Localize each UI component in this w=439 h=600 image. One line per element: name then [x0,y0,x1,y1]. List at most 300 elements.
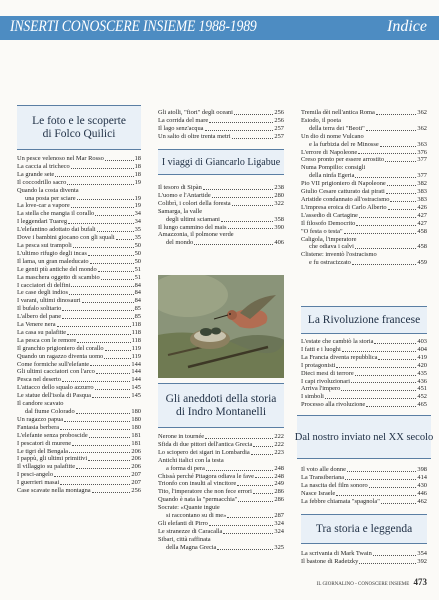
toc-entry-page: 180 [131,415,141,423]
toc-entry [17,337,141,345]
hummingbird-photo [158,275,284,378]
toc-entry [301,141,427,149]
toc-entry-page: 430 [417,481,427,489]
toc-entry-page: 257 [274,124,284,132]
toc-entry-title: L'estate che cambiò la storia [301,338,374,345]
toc-entry-title: La nascita del film sonoro [301,481,368,489]
toc-entry-page: 207 [131,479,141,487]
toc-entry-page: 451 [417,385,427,393]
toc-entry-page: 383 [417,195,427,203]
toc-leader-dots [355,375,417,376]
section-indro-montanelli [158,383,284,428]
section-giancarlo-ligabue [158,149,284,175]
toc-entry-page: 50 [134,249,141,257]
toc-entry-title: Gli elefanti di Pirro [158,519,208,527]
toc-leader-dots [101,279,134,280]
toc-entry-title: dal fiume Colorado [25,408,75,415]
toc-entry [301,149,427,157]
toc-entry [301,236,427,244]
toc-entry [301,550,427,558]
toc-entry-title: Esiodo, il poeta [301,116,341,124]
toc-entry-title: che odiava i calvi [309,243,354,251]
toc-entry [17,282,141,290]
toc-entry-title: I cacciatori di delfini [17,281,71,289]
toc-entry-title: I simboli [301,393,324,401]
page-footer [317,577,427,587]
toc-entry-title: La grande sete [17,170,55,178]
toc-entry-title: Chissà perché Pitagora odiava le fave [158,472,254,480]
toc-entry-page: 85 [134,313,141,321]
toc-entry [301,133,427,141]
toc-entry [17,384,141,392]
toc-leader-dots [98,271,134,272]
section-title-line: Dal nostro inviato nel XX secolo [294,431,434,443]
toc-leader-dots [359,217,417,218]
toc-entry-page: 324 [274,527,284,535]
toc-entry [158,528,284,536]
toc-entry-title: I leggendari Tuareg [17,218,68,226]
footer-label: IL GIORNALINO - CONOSCERE INSIEME [316,582,410,587]
section-title-line: Tra storia e leggenda [315,522,413,535]
toc-entry-page: 51 [134,273,141,281]
toc-entry [17,368,141,376]
toc-entry-title: Antichi italici con la testa [158,456,224,464]
entries-folco-continued [158,109,284,141]
entries-montanelli-continued [301,109,427,267]
toc-entry-title: Il granchio prigioniero del corallo [17,344,104,352]
toc-entry-title: Come formiche sull'elefante [17,360,90,368]
index-label: Indice [387,18,427,35]
toc-entry-page: 144 [131,376,141,384]
toc-leader-dots [72,445,130,446]
toc-entry-title: Case scavate nella montagna [17,487,91,495]
toc-entry-page: 257 [274,132,284,140]
section-title-line: Gli aneddoti della storia [165,392,277,405]
toc-entry-title: e la furbizia del re Minosse [309,140,379,148]
toc-leader-dots [55,176,133,177]
toc-entry-page: 50 [134,257,141,265]
toc-entry-title: Un pesce velenoso nel Mar Rosso [17,155,104,162]
toc-entry [17,179,141,187]
toc-entry-title: Il villaggio su palafitte [17,463,76,471]
toc-entry-title: Clistene: inventò l'ostracismo [301,251,377,259]
toc-leader-dots [223,533,273,534]
toc-leader-dots [69,294,134,295]
toc-leader-dots [77,199,134,200]
toc-entry [158,125,284,133]
toc-entry-title: I fatti e i luoghi [301,345,341,353]
toc-entry-page: 462 [417,497,427,505]
toc-entry-page: 248 [274,464,284,472]
toc-entry-title: Socrate: «Quante inguie [158,504,220,512]
toc-entry [158,239,284,247]
toc-entry [17,202,141,210]
toc-leader-dots [105,350,131,351]
toc-entry [17,266,141,274]
toc-entry [17,226,141,234]
toc-entry [301,490,427,498]
toc-entry [17,155,141,163]
toc-entry [158,117,284,125]
toc-entry [301,125,427,133]
toc-entry-page: 286 [274,496,284,504]
toc-entry-page: 145 [131,384,141,392]
section-title-line: I viaggi di Giancarlo Ligabue [161,156,281,168]
toc-entry [301,362,427,370]
toc-entry-title: Amazzonia, il polmone verde [158,231,234,239]
toc-entry [301,558,427,566]
toc-leader-dots [386,193,417,194]
toc-entry-page: 19 [134,194,141,202]
toc-entry-page: 383 [417,188,427,196]
toc-entry [17,321,141,329]
toc-entry [301,401,427,409]
toc-entry [17,289,141,297]
toc-entry-title: La Francia diventa repubblica [301,353,378,361]
toc-leader-dots [67,334,130,335]
toc-leader-dots [82,302,134,303]
toc-entry [17,171,141,179]
toc-entry-page: 84 [134,289,141,297]
toc-leader-dots [369,487,417,488]
toc-entry-page: 377 [417,156,427,164]
toc-leader-dots [345,479,416,480]
toc-entry-title: Giulio Cesare catturato dai pirati [301,188,385,196]
toc-leader-dots [95,389,131,390]
toc-entry [17,361,141,369]
toc-entry [17,432,141,440]
toc-entry-title: Gli ultimi cacciatori con l'arco [17,368,95,376]
toc-leader-dots [238,501,273,502]
toc-leader-dots [209,122,273,123]
toc-entry [17,329,141,337]
toc-entry-page: 458 [417,243,427,251]
toc-leader-dots [359,563,416,564]
toc-leader-dots [62,318,134,319]
toc-entry-page: 376 [417,148,427,156]
toc-entry [17,408,141,416]
toc-leader-dots [69,452,130,453]
toc-leader-dots [71,168,134,169]
entries-rivoluzione-francese [301,338,427,409]
toc-leader-dots [97,231,134,232]
toc-entry-title: Quando la costa diventa [17,186,79,194]
section-title-line: di Indro Montanelli [175,405,267,418]
toc-entry-page: 51 [134,265,141,273]
toc-entry [17,242,141,250]
toc-leader-dots [76,468,130,469]
toc-leader-dots [73,247,134,248]
toc-leader-dots [209,525,274,526]
toc-entry [301,212,427,220]
toc-leader-dots [194,244,273,245]
toc-leader-dots [92,492,131,493]
toc-entry-page: 144 [131,368,141,376]
toc-leader-dots [90,365,130,366]
toc-entry-title: L'elefante senza proboscide [17,431,88,439]
toc-entry-page: 35 [134,226,141,234]
toc-entry-page: 363 [417,140,427,148]
toc-entry [17,210,141,218]
header-bar [0,16,439,40]
toc-entry-title: si raccontano su di me» [166,512,227,520]
toc-entry-title: Tremila dèi nell'antica Roma [301,109,375,116]
toc-entry-page: 427 [417,211,427,219]
toc-entry-title: Colibrì, i colori della foresta [158,199,231,207]
toc-entry [158,512,284,520]
page-title: INSERTI CONOSCERE INSIEME 1988-1989 [10,18,257,35]
toc-entry-page: 180 [131,408,141,415]
toc-entry [301,251,427,259]
toc-entry [158,504,284,512]
toc-entry [17,234,141,242]
toc-leader-dots [71,207,134,208]
toc-entry-page: 280 [274,191,284,199]
entries-xx-secolo [301,466,427,506]
toc-entry [158,449,284,457]
toc-leader-dots [95,215,133,216]
toc-leader-dots [255,477,273,478]
toc-entry-page: 414 [417,473,427,481]
toc-entry [301,117,427,125]
toc-leader-dots [57,326,131,327]
toc-entry-page: 362 [417,109,427,116]
entries-folco-quilici [17,155,141,495]
toc-entry-title: Dieci mesi di terrore [301,369,354,377]
toc-entry [17,258,141,266]
toc-leader-dots [388,209,417,210]
toc-entry-title: Un ragazzo papua [17,415,64,423]
toc-leader-dots [385,161,416,162]
toc-entry [17,424,141,432]
toc-entry-page: 426 [417,203,427,211]
section-title-line: Le foto e le scoperte [32,114,126,127]
toc-entry-page: 324 [274,519,284,527]
toc-entry [17,463,141,471]
toc-entry-title: Aristide condannato all'ostracismo [301,195,390,203]
toc-entry-page: 145 [131,392,141,400]
toc-leader-dots [205,438,273,439]
toc-leader-dots [336,367,416,368]
toc-entry-title: Le genti più antiche del mondo [17,265,97,273]
toc-leader-dots [92,397,130,398]
section-rivoluzione-francese [301,306,427,334]
toc-entry-page: 419 [417,353,427,361]
toc-entry-title: La pesca sui trampoli [17,241,72,249]
toc-entry-page: 34 [134,210,141,218]
toc-entry-title: Il coccodrillo sacro [17,178,67,186]
toc-entry-page: 256 [274,109,284,116]
toc-entry-title: Processo alla rivoluzione [301,401,366,409]
toc-leader-dots [381,503,417,504]
toc-entry-title: La stella che mangia il corallo [17,210,95,218]
toc-entry-page: 465 [417,401,427,409]
toc-leader-dots [373,555,417,556]
toc-entry [301,156,427,164]
toc-entry-title: Le stranezze di Caracalla [158,527,223,535]
toc-leader-dots [355,177,416,178]
toc-entry [158,133,284,141]
toc-leader-dots [344,233,417,234]
toc-entry [301,482,427,490]
toc-entry [301,498,427,506]
toc-entry [158,200,284,208]
toc-entry [301,109,427,117]
toc-entry-page: 118 [131,321,141,329]
toc-leader-dots [355,248,417,249]
toc-entry-page: 406 [274,239,284,247]
toc-entry-title: La scrivania di Mark Twain [301,550,372,557]
toc-entry-title: I capi rivoluzionari [301,377,350,385]
toc-entry-title: a forma di pera [166,464,205,472]
toc-entry [17,297,141,305]
toc-entry-title: I protagonisti [301,361,336,369]
toc-entry [17,345,141,353]
toc-entry [158,192,284,200]
toc-entry-page: 34 [134,218,141,226]
toc-entry-title: Arriva l'impero [301,385,341,393]
toc-entry-title: Sfida di due pittori dell'antica Grecia [158,440,253,448]
toc-leader-dots [88,255,134,256]
toc-entry-title: Nerone in tournée [158,433,205,440]
toc-entry-title: I pescatori di murene [17,439,72,447]
toc-leader-dots [352,264,417,265]
toc-entry-title: Il bastone di Radetzky [301,557,359,565]
toc-entry [17,313,141,321]
toc-leader-dots [62,310,133,311]
toc-entry [158,473,284,481]
toc-leader-dots [77,342,130,343]
toc-entry-title: Le statue dell'isola di Pasqua [17,392,91,400]
toc-entry-title: Il voto alle donne [301,466,346,473]
toc-leader-dots [351,382,416,383]
toc-entry-page: 84 [134,281,141,289]
toc-leader-dots [227,517,273,518]
toc-leader-dots [60,429,130,430]
toc-entry-page: 398 [417,466,427,473]
toc-entry-title: della terra dei "Beoti" [309,124,365,132]
toc-entry-title: La caccia al tricheco [17,162,70,170]
toc-entry-title: Nasce Israele [301,489,336,497]
toc-entry-title: L'albero del pane [17,313,62,321]
toc-leader-dots [358,153,416,154]
toc-entry-page: 238 [274,184,284,191]
toc-entry-title: La Venere nera [17,321,56,329]
toc-leader-dots [221,221,273,222]
toc-entry [17,455,141,463]
toc-entry-title: Le case degli indios [17,289,68,297]
toc-entry-page: 119 [131,344,141,352]
toc-entry-title: La febbre chiamata "spagnola" [301,497,380,505]
toc-leader-dots [64,421,130,422]
toc-entry-page: 458 [417,227,427,235]
toc-entry [158,544,284,552]
toc-leader-dots [68,223,134,224]
toc-leader-dots [390,201,416,202]
toc-entry [301,243,427,251]
toc-entry-page: 249 [274,480,284,488]
toc-entry [17,353,141,361]
toc-entry-page: 180 [131,423,141,431]
toc-entry-title: Il lama, un gran maleducato [17,257,89,265]
hummingbird-illustration [158,275,284,378]
toc-leader-dots [71,286,133,287]
toc-entry-title: I pesci-angelo [17,471,54,479]
toc-entry-page: 362 [417,124,427,132]
toc-entry-title: Il tesoro di Sipàn [158,184,202,191]
toc-entry [17,187,141,195]
toc-entry-page: 206 [131,447,141,455]
toc-entry [158,465,284,473]
toc-entry-title: La corrida del mare [158,116,209,124]
toc-entry-page: 286 [274,488,284,496]
toc-entry [301,180,427,188]
toc-entry-page: 118 [131,328,141,336]
toc-entry [301,466,427,474]
toc-leader-dots [251,454,274,455]
toc-entry-page: 390 [274,223,284,231]
toc-entry-title: Creso pronto per essere arrostito [301,156,385,164]
section-folco-quilici [17,105,141,150]
toc-entry-title: I pappù, gli ultimi primitivi [17,455,88,463]
toc-leader-dots [203,189,274,190]
toc-entry [17,195,141,203]
toc-entry-page: 181 [131,439,141,447]
toc-entry-page: 452 [417,393,427,401]
toc-entry-page: 18 [134,170,141,178]
toc-entry-page: 248 [274,472,284,480]
toc-entry-title: Quando un ragazzo diventa uomo [17,352,104,360]
toc-entry-title: I varani, ultimi dinosauri [17,297,81,305]
toc-entry [158,216,284,224]
toc-entry [17,305,141,313]
section-title-line: La Rivoluzione francese [307,313,421,326]
toc-entry-page: 358 [274,215,284,223]
toc-entry-title: Numa Pompilio: consigli [301,164,366,172]
toc-entry-title: Tito, l'imperatore che non fece errori [158,488,252,496]
toc-entry [301,172,427,180]
toc-leader-dots [104,358,130,359]
toc-leader-dots [356,225,416,226]
toc-entry-title: Dove i bambini giocano con gli squali [17,234,115,242]
toc-entry-page: 446 [417,489,427,497]
toc-entry [301,188,427,196]
toc-entry [301,338,427,346]
toc-entry [17,250,141,258]
toc-entry-page: 18 [134,162,141,170]
toc-entry [158,457,284,465]
toc-leader-dots [76,413,131,414]
toc-leader-dots [54,476,130,477]
toc-entry [17,440,141,448]
toc-entry-title: Fantasia berbera [17,423,60,431]
toc-entry-page: 403 [417,338,427,345]
toc-entry-title: La casa su palafitte [17,328,67,336]
toc-entry-title: Sibari, città raffinata [158,535,211,543]
toc-entry-title: Il lungo cammino del mais [158,223,227,231]
toc-entry-page: 50 [134,241,141,249]
toc-leader-dots [206,470,274,471]
toc-entry [301,378,427,386]
toc-leader-dots [234,114,273,115]
toc-entry-page: 222 [274,440,284,448]
toc-entry-title: Il bufalo solitario [17,305,62,313]
toc-leader-dots [336,495,416,496]
toc-entry-page: 377 [417,172,427,180]
toc-entry [158,109,284,117]
toc-entry-title: Il filosofo Democrito [301,219,356,227]
section-title-line: di Folco Quilici [42,127,116,140]
